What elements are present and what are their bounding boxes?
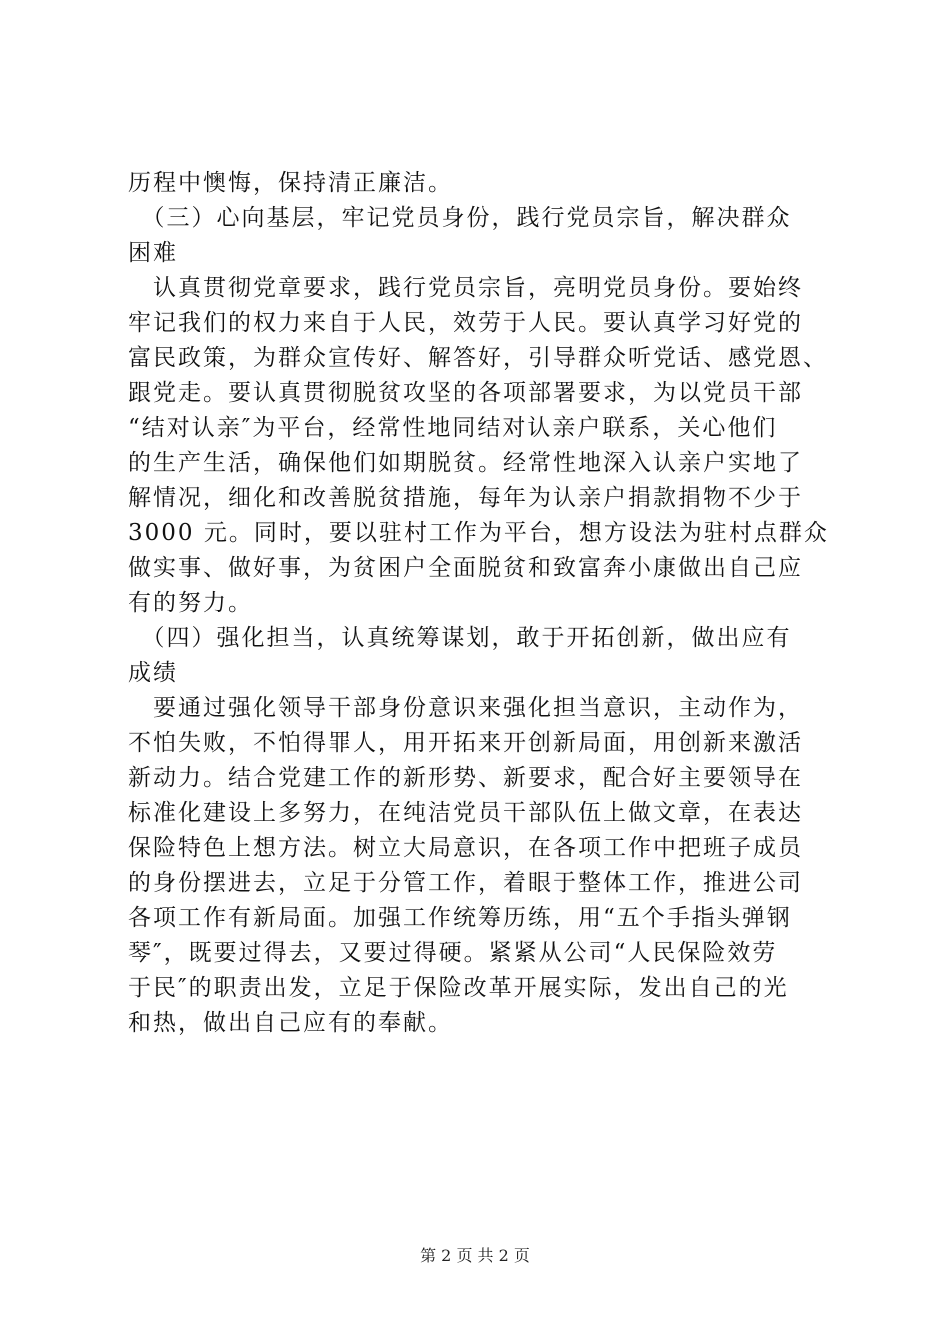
text-line: 有的努力。 (128, 590, 253, 616)
text-line: 历程中懊悔，保持清正廉洁。 (128, 170, 453, 196)
text-line: 保险特色上想方法。树立大局意识，在各项工作中把班子成员 (128, 835, 803, 861)
text-line: “结对认亲″为平台，经常性地同结对认亲户联系，关心他们 (128, 415, 778, 441)
text-line: 富民政策，为群众宣传好、解答好，引导群众听党话、感党恩、 (128, 345, 828, 371)
text-line: 标准化建设上多努力，在纯洁党员干部队伍上做文章，在表达 (128, 800, 803, 826)
section-heading-line: （四）强化担当，认真统筹谋划，敢于开拓创新，做出应有 (128, 625, 792, 651)
section-heading-line: （三）心向基层，牢记党员身份，践行党员宗旨，解决群众 (128, 205, 792, 231)
text-line: 琴″，既要过得去，又要过得硬。紧紧从公司“人民保险效劳 (128, 940, 778, 966)
page-number-footer: 第 2 页 共 2 页 (420, 1246, 530, 1265)
text-line: 解情况，细化和改善脱贫措施，每年为认亲户捐款捐物不少于 (128, 485, 803, 511)
text-line: 要通过强化领导干部身份意识来强化担当意识，主动作为， (128, 695, 803, 721)
text-line: 和热，做出自己应有的奉献。 (128, 1010, 453, 1036)
text-line: 新动力。结合党建工作的新形势、新要求，配合好主要领导在 (128, 765, 803, 791)
text-line: 的身份摆进去，立足于分管工作，着眼于整体工作，推进公司 (128, 870, 803, 896)
section-heading-line: 成绩 (128, 660, 178, 686)
text-line: 做实事、做好事，为贫困户全面脱贫和致富奔小康做出自己应 (128, 555, 803, 581)
text-line: 不怕失败，不怕得罪人，用开拓来开创新局面，用创新来激活 (128, 730, 803, 756)
text-line: 于民″的职责出发，立足于保险改革开展实际，发出自己的光 (128, 975, 789, 1001)
text-line: 跟党走。要认真贯彻脱贫攻坚的各项部署要求，为以党员干部 (128, 380, 803, 406)
text-line: 认真贯彻党章要求，践行党员宗旨，亮明党员身份。要始终 (128, 275, 803, 301)
text-line: 的生产生活，确保他们如期脱贫。经常性地深入认亲户实地了 (128, 450, 803, 476)
document-body (128, 166, 828, 1041)
text-line: 牢记我们的权力来自于人民，效劳于人民。要认真学习好党的 (128, 310, 803, 336)
text-line: 各项工作有新局面。加强工作统筹历练，用“五个手指头弹钢 (128, 905, 792, 931)
text-line: 3000 元。同时，要以驻村工作为平台，想方设法为驻村点群众 (128, 520, 829, 546)
section-heading-line: 困难 (128, 240, 178, 266)
